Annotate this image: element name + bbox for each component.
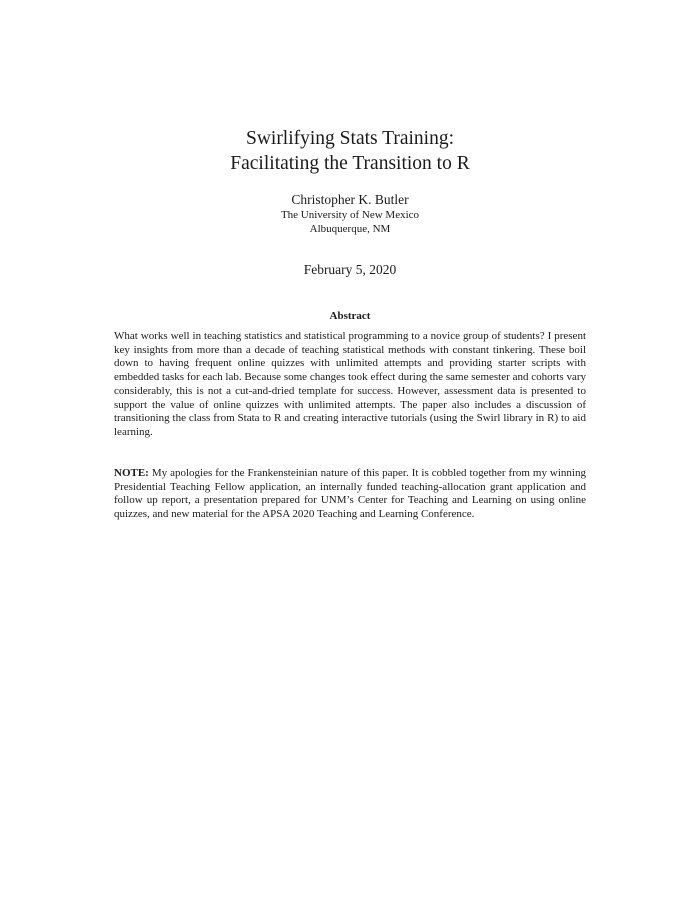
author-institution: The University of New Mexico bbox=[280, 209, 420, 221]
author-location: Albuquerque, NM bbox=[309, 223, 391, 235]
note-text: My apologies for the Frankensteinian nature of this paper. It is cobbled together from my winning Presidential Teaching Fellow application, an internally funded teaching-allocation grant application and follow up report, a presentation prepared for UNM’s Center for Teaching and Learning on using online quizzes, and new material for the APSA 2020 Teaching and Learning Conference. bbox=[114, 467, 586, 521]
note-label: NOTE: bbox=[114, 467, 149, 479]
abstract-heading: Abstract bbox=[329, 310, 371, 322]
title-line-2: Facilitating the Transition to R bbox=[230, 153, 470, 174]
author-name: Christopher K. Butler bbox=[291, 192, 409, 207]
title-line-1: Swirlifying Stats Training: bbox=[245, 128, 455, 149]
note-paragraph bbox=[114, 467, 586, 522]
paper-date: February 5, 2020 bbox=[303, 262, 397, 277]
paper-title bbox=[0, 126, 700, 176]
abstract-body: What works well in teaching statistics and statistical programming to a novice group of students? I present key insights from more than a decade of teaching statistical methods with constant tinkering. These boil down to having frequent online quizzes with unlimited attempts and providing starter scripts with embedded tasks for each lab. Because some changes took effect during the same semester and cohorts vary considerably, this is not a cut-and-dried template for success. However, assessment data is presented to support the value of online quizzes with unlimited attempts. The paper also includes a discussion of transitioning the class from Stata to R and creating interactive tutorials (using the Swirl library in R) to aid learning. bbox=[114, 330, 586, 438]
